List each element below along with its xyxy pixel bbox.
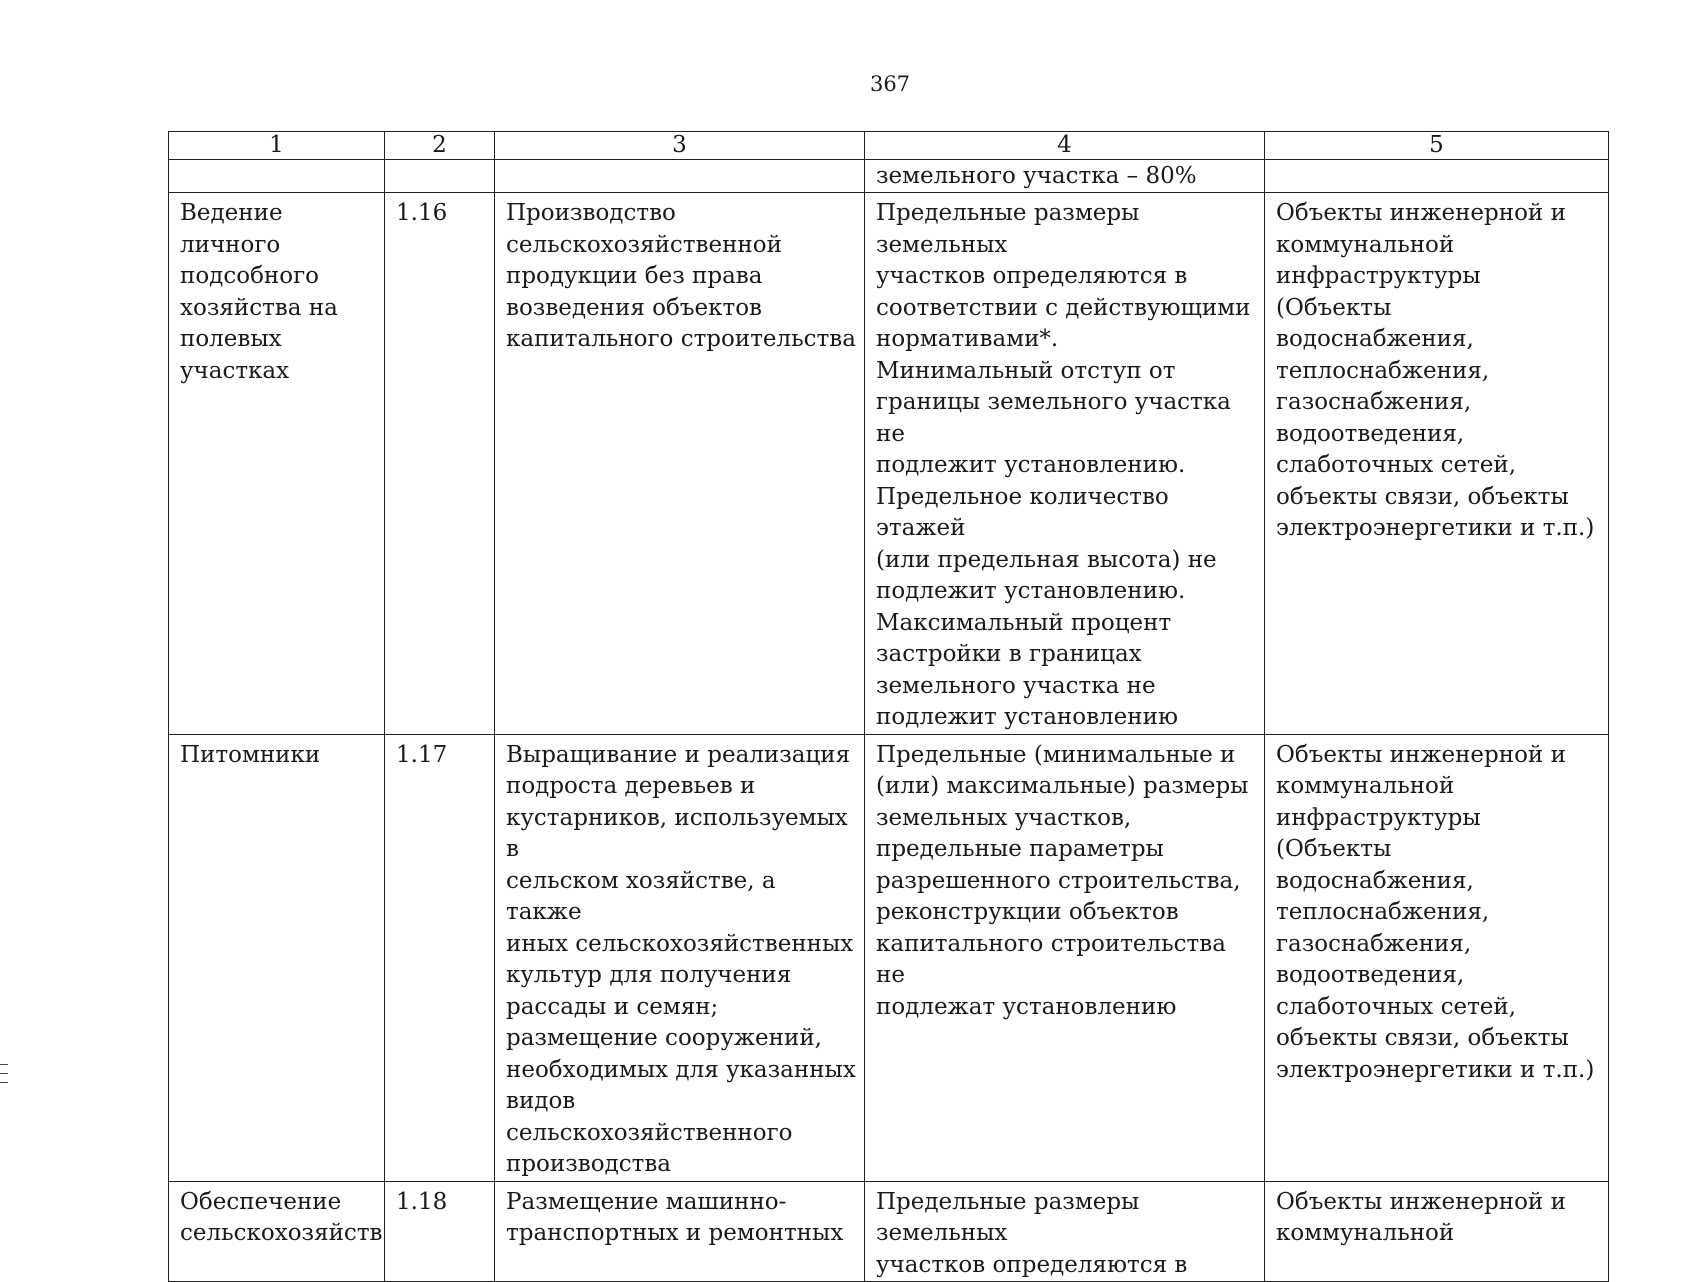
use-type-auxiliary: Объекты инженерной и коммунальной инфраструктуры (Объекты водоснабжения, теплоснабжения, газоснабжения, водоотведения, слаботочных сетей, объекты связи, объекты электроэнергетики и т.п.) xyxy=(1265,193,1609,735)
use-type-code: 1.16 xyxy=(385,193,495,735)
page-number: 367 xyxy=(869,72,911,96)
use-type-auxiliary: Объекты инженерной и коммунальной инфраструктуры (Объекты водоснабжения, теплоснабжения, газоснабжения, водоотведения, слаботочных сетей, объекты связи, объекты электроэнергетики и т.п.) xyxy=(1265,734,1609,1181)
use-type-parameters: Предельные размеры земельных участков определяются в xyxy=(865,1181,1265,1282)
use-type-name: Ведение личного подсобного хозяйства на полевых участках xyxy=(169,193,385,735)
table-row xyxy=(169,734,1609,1181)
use-type-name: Питомники xyxy=(169,734,385,1181)
table-row xyxy=(169,1181,1609,1282)
continuation-cell-1 xyxy=(169,160,385,193)
use-type-parameters: Предельные размеры земельных участков определяются в соответствии с действующими нормативами*. Минимальный отступ от границы земельного участка не подлежит установлению. Предельное количество этажей (или предельная высота) не подлежит установлению. Максимальный процент застройки в границах земельного участка не подлежит установлению xyxy=(865,193,1265,735)
column-header-5: 5 xyxy=(1265,132,1609,160)
column-header-1: 1 xyxy=(169,132,385,160)
continuation-cell-5 xyxy=(1265,160,1609,193)
continuation-cell-4: земельного участка – 80% xyxy=(865,160,1265,193)
column-header-4: 4 xyxy=(865,132,1265,160)
use-type-code: 1.17 xyxy=(385,734,495,1181)
column-header-3: 3 xyxy=(495,132,865,160)
use-type-description: Производство сельскохозяйственной продукции без права возведения объектов капитального строительства xyxy=(495,193,865,735)
table-row xyxy=(169,193,1609,735)
use-type-description: Размещение машинно- транспортных и ремонтных xyxy=(495,1181,865,1282)
use-type-parameters: Предельные (минимальные и (или) максимальные) размеры земельных участков, предельные параметры разрешенного строительства, реконструкции объектов капитального строительства не подлежат установлению xyxy=(865,734,1265,1181)
use-type-description: Выращивание и реализация подроста деревьев и кустарников, используемых в сельском хозяйстве, а также иных сельскохозяйственных культур для получения рассады и семян; размещение сооружений, необходимых для указанных видов сельскохозяйственного производства xyxy=(495,734,865,1181)
scan-edge-marks xyxy=(0,1064,8,1088)
use-type-auxiliary: Объекты инженерной и коммунальной xyxy=(1265,1181,1609,1282)
use-type-name: Обеспечение сельскохозяйств xyxy=(169,1181,385,1282)
column-header-2: 2 xyxy=(385,132,495,160)
use-type-code: 1.18 xyxy=(385,1181,495,1282)
continuation-cell-3 xyxy=(495,160,865,193)
continuation-cell-2 xyxy=(385,160,495,193)
land-use-table xyxy=(168,131,1609,1282)
continuation-row xyxy=(169,160,1609,193)
table-header-row xyxy=(169,132,1609,160)
